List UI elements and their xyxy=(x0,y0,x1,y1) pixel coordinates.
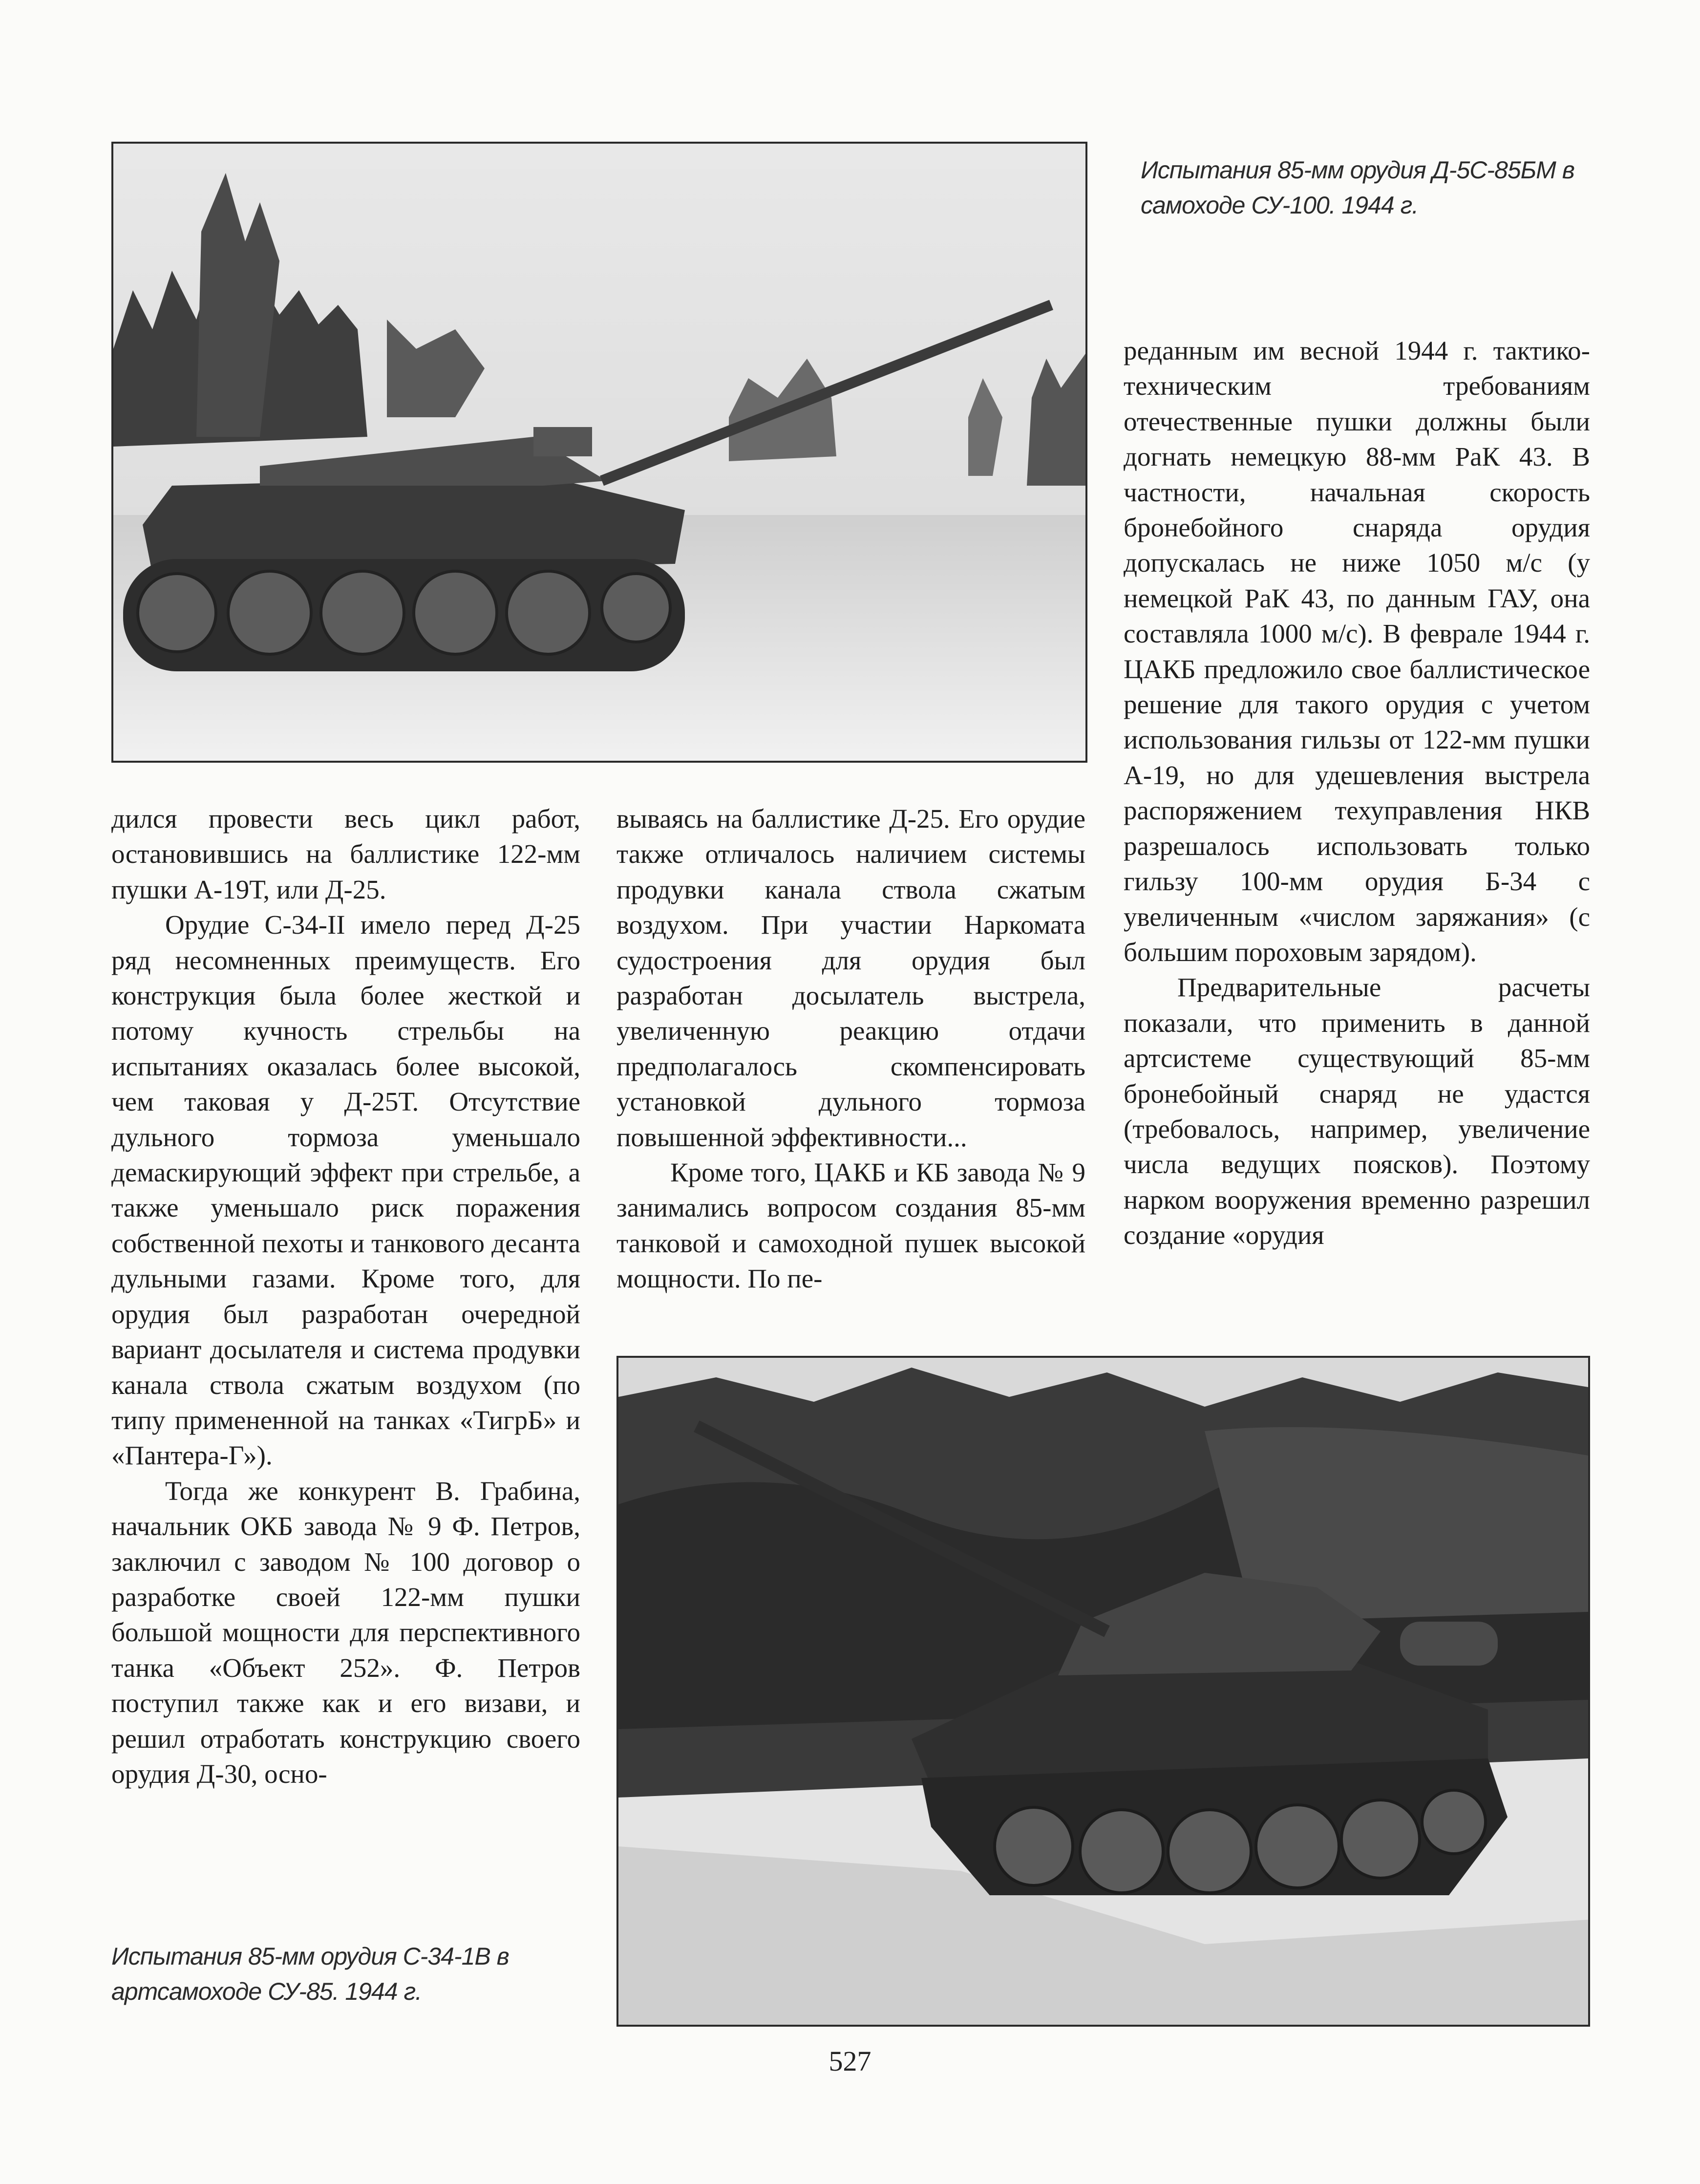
paragraph: реданным им весной 1944 г. тактико-техническим требованиям отечественные пушки должны были догнать немецкую 88-мм РаК 43. В частности, начальная скорость бронебойного снаряда орудия допускалась не ниже 1050 м/с (у немецкой РаК 43, по данным ГАУ, она составляла 1000 м/с). В феврале 1944 г. ЦАКБ предложило свое баллистическое решение для такого орудия с учетом использования гильзы от 122-мм пушки А-19, но для удешевления выстрела распоряжением техуправления НКВ разрешалось использовать только гильзу 100-мм орудия Б-34 с увеличенным «числом заряжания» (с большим пороховым зарядом). xyxy=(1124,336,1590,967)
paragraph: Предварительные расчеты показали, что применить в данной артсистеме существующий 85-мм бронебойный снаряд не удастся (требовалось, например, увеличение числа ведущих поясков). Поэтому нарком вооружения временно разрешил создание «орудия xyxy=(1124,972,1590,1250)
paragraph: дился провести весь цикл работ, остановившись на баллистике 122-мм пушки А-19Т, или Д-25. xyxy=(111,804,580,904)
caption-bottom: Испытания 85-мм орудия С-34-1В в артсамоходе СУ-85. 1944 г. xyxy=(111,1943,509,2005)
paragraph: Кроме того, ЦАКБ и КБ завода № 9 занимались вопросом создания 85-мм танковой и самоходной пушек высокой мощности. По пе- xyxy=(616,1157,1085,1294)
photo-su85-bushes xyxy=(616,1356,1590,2027)
text-column-left xyxy=(111,801,580,1792)
page-number: 527 xyxy=(829,2045,871,2077)
paragraph: вываясь на баллистике Д-25. Его орудие также отличалось наличием системы продувки канала ствола сжатым воздухом. При участии Наркомата судостроения для орудия был разработан досылатель выстрела, увеличенную реакцию отдачи предполагалось скомпенсировать установкой дульного тормоза повышенной эффективности... xyxy=(616,804,1085,1152)
caption-top: Испытания 85-мм орудия Д-5С-85БМ в самоходе СУ-100. 1944 г. xyxy=(1141,156,1574,219)
photo-su100-snow xyxy=(111,142,1087,763)
text-column-right xyxy=(1124,333,1590,1253)
paragraph: Тогда же конкурент В. Грабина, начальник ОКБ завода № 9 Ф. Петров, заключил с заводом № 100 договор о разработке своей 122-мм пушки большой мощности для перспективного танка «Объект 252». Ф. Петров поступил также как и его визави, и решил отработать конструкцию своего орудия Д-30, осно- xyxy=(111,1476,580,1789)
paragraph: Орудие С-34-II имело перед Д-25 ряд несомненных преимуществ. Его конструкция была более жесткой и потому кучность стрельбы на испытаниях оказалась более высокой, чем таковая у Д-25Т. Отсутствие дульного тормоза уменьшало демаскирующий эффект при стрельбе, а также уменьшало риск поражения собственной пехоты и танкового десанта дульными газами. Кроме того, для орудия был разработан очередной вариант досылателя и система продувки канала ствола сжатым воздухом (по типу примененной на танках «ТигрБ» и «Пантера-Г»). xyxy=(111,910,580,1471)
text-column-middle xyxy=(616,801,1085,1297)
